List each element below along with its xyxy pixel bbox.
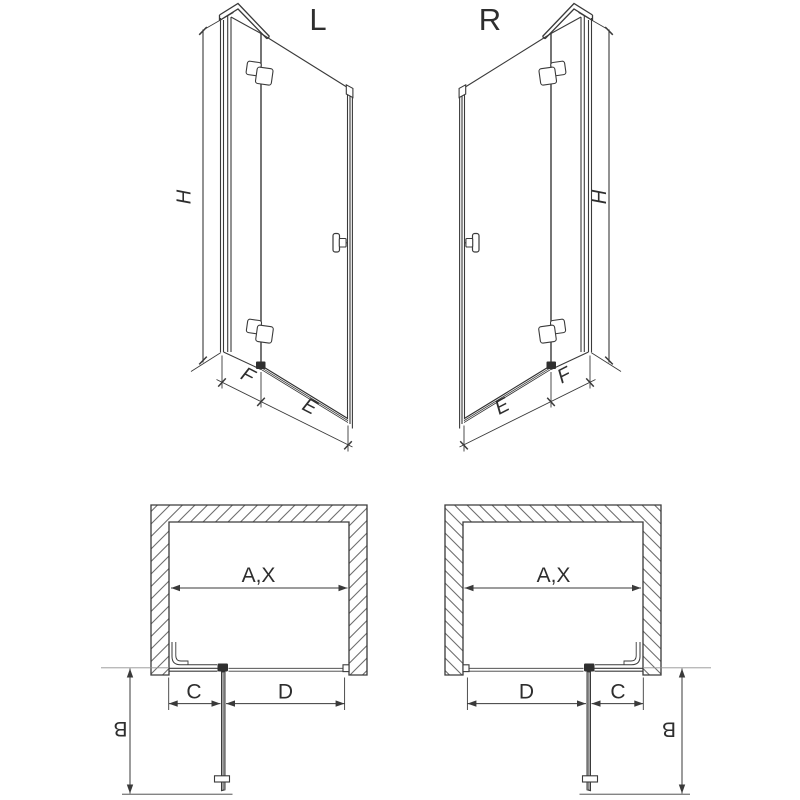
opening-width-label-left: A,X (241, 564, 276, 587)
height-dim-label-right: H (589, 189, 611, 205)
fixed-segment-label-right: C (610, 680, 626, 704)
variant-label-left: L (309, 2, 327, 37)
right-door-plan-view (445, 505, 711, 794)
door-width-dim-label-right: E (491, 393, 514, 420)
fixed-segment-label-left: C (186, 680, 202, 704)
variant-label-right: R (478, 2, 502, 37)
door-width-dim-label-left: E (298, 393, 321, 420)
fixed-width-dim-label-left: F (237, 363, 259, 389)
door-segment-label-left: D (277, 680, 294, 704)
right-plan-linework (445, 505, 711, 794)
left-plan-linework (101, 505, 367, 794)
left-door-3d-linework (191, 4, 353, 452)
door-segment-label-right: D (518, 680, 535, 704)
door-swing-label-right: B (661, 717, 677, 741)
height-dim-label-left: H (173, 189, 196, 205)
right-door-3d-view (459, 2, 621, 452)
left-door-plan-view (101, 505, 367, 794)
door-swing-label-left: B (113, 717, 128, 740)
right-door-3d-linework (459, 4, 621, 452)
opening-width-label-right: A,X (536, 564, 571, 587)
left-door-3d-view (174, 2, 353, 452)
fixed-width-dim-label-right: F (553, 363, 575, 389)
